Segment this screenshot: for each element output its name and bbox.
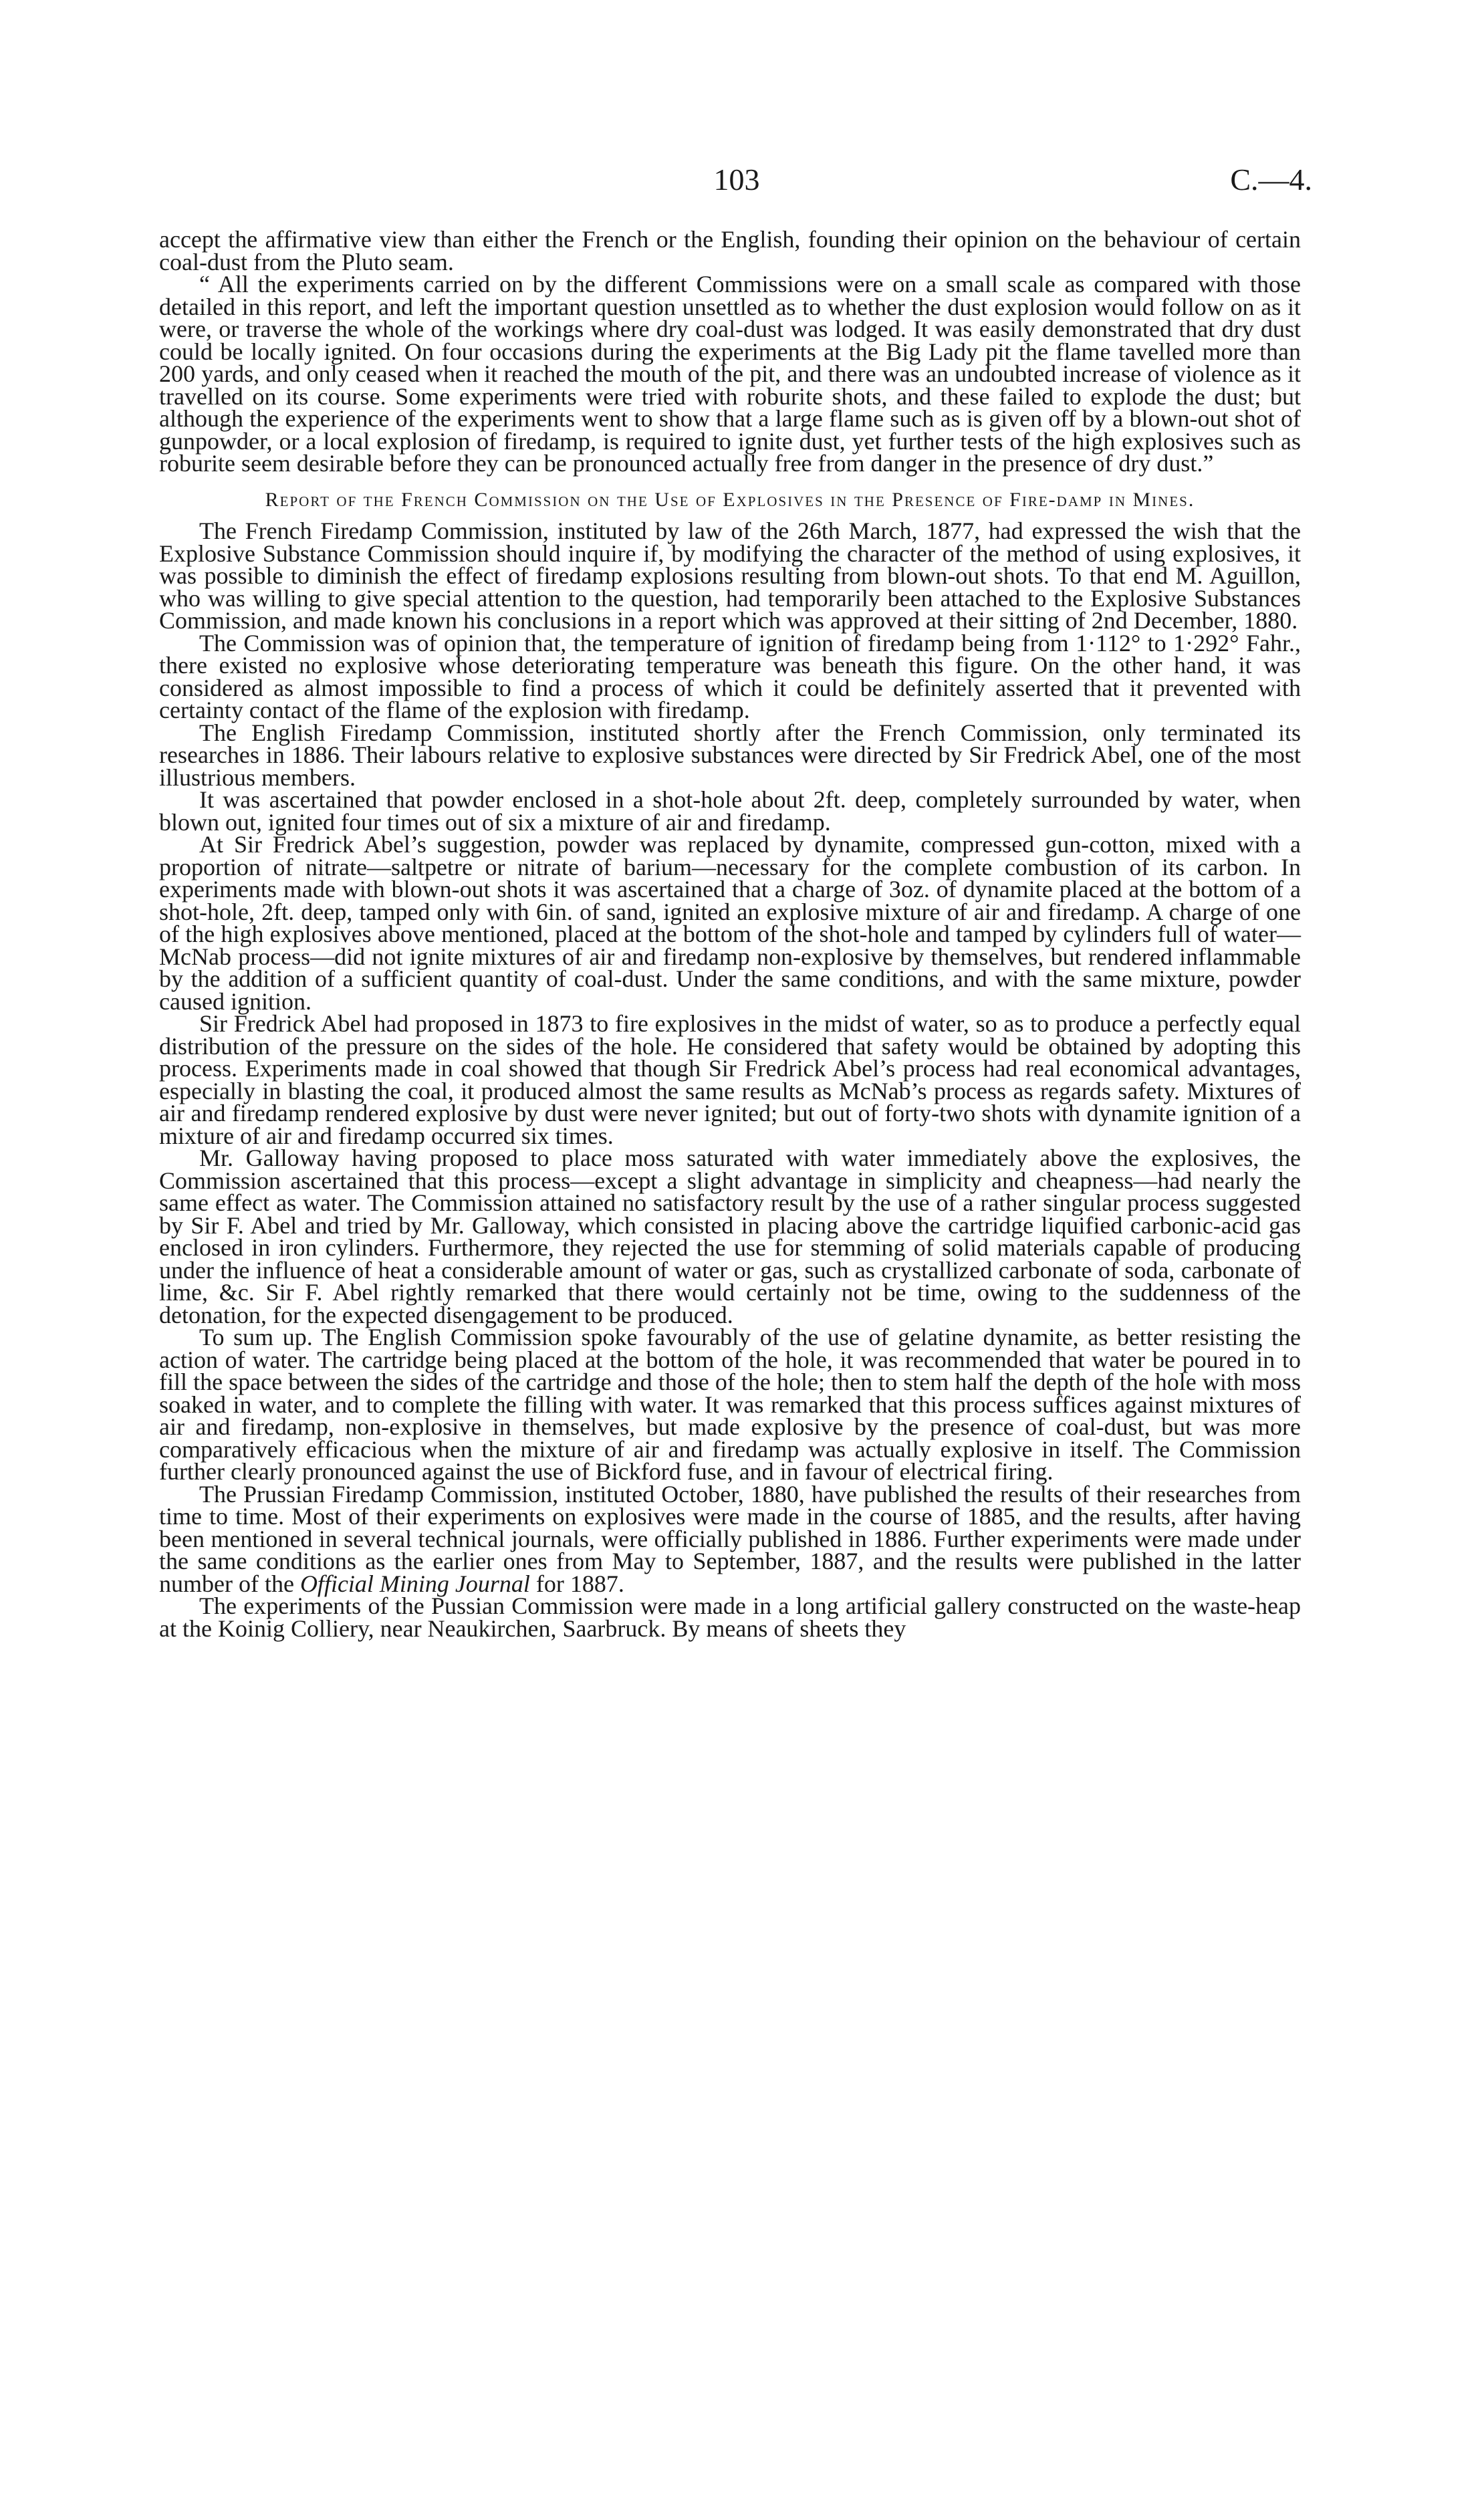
paragraph: Mr. Galloway having proposed to place moss saturated with water immediately above the explosives, the Commission ascertained that this process—except a slight advantage in simplicity and cheapness—had nearly the same effect as water. The Commission attained no satisfactory result by the use of a rather singular process suggested by Sir F. Abel and tried by Mr. Galloway, which consisted in placing above the cartridge liquified carbonic-acid gas enclosed in iron cylinders. Furthermore, they rejected the use for stemming of solid materials capable of producing under the influence of heat a considerable amount of water or gas, such as crystallized carbonate of soda, carbonate of lime, &c. Sir F. Abel rightly remarked that there would certainly not be time, owing to the suddenness of the detonation, for the expected disengagement to be produced. [159,1145,1301,1328]
paragraph-quotation: “ All the experiments carried on by the different Commissions were on a small scale as compared with those detailed in this report, and left the important question unsettled as to whether the dust explosion would follow on as it were, or traverse the whole of the workings where dry coal-dust was lodged. It was easily demonstrated that dry dust could be locally ignited. On four occasions during the experiments at the Big Lady pit the flame tavelled more than 200 yards, and only ceased when it reached the mouth of the pit, and there was an undoubted increase of violence as it travelled on its course. Some experiments were tried with roburite shots, and these failed to explode the dust; but although the experience of the experiments went to show that a large flame such as is given off by a blown-out shot of gunpowder, or a local explosion of firedamp, is required to ignite dust, yet further tests of the high explosives such as roburite seem desirable before they can be pronounced actually free from danger in the presence of dry dust.” [159,271,1301,477]
paragraph: The Commission was of opinion that, the temperature of ignition of firedamp being from 1·112° to 1·292° Fahr., there existed no explosive whose deteriorating temperature was beneath this figure. On the other hand, it was considered as almost impossible to find a process of which it could be definitely asserted that it prevented with certainty contact of the flame of the explosion with firedamp. [159,629,1301,723]
section-heading: Report of the French Commission on the Use of Explosives in the Presence of Fire-damp in Mines. [265,488,1195,511]
paragraph-prussian [159,1480,1301,1597]
paragraph: The English Firedamp Commission, instituted shortly after the French Commission, only terminated its researches in 1886. Their labours relative to explosive substances were directed by Sir Fredrick Abel, one of the most illustrious members. [159,719,1301,791]
journal-title: Official Mining Journal [299,1570,530,1597]
paragraph: At Sir Fredrick Abel’s suggestion, powder was replaced by dynamite, compressed gun-cotton, mixed with a proportion of nitrate—saltpetre or nitrate of barium—necessary for the complete combustion of its carbon. In experiments made with blown-out shots it was ascertained that a charge of 3oz. of dynamite placed at the bottom of a shot-hole, 2ft. deep, tamped only with 6in. of sand, ignited an explosive mixture of air and firedamp. A charge of one of the high explosives above mentioned, placed at the bottom of the shot-hole and tamped by cylinders full of water—McNab process—did not ignite mixtures of air and firedamp non-explosive by themselves, but rendered inflammable by the addition of a sufficient quantity of coal-dust. Under the same conditions, and with the same mixture, powder caused ignition. [159,831,1301,1015]
paragraph: Sir Fredrick Abel had proposed in 1873 to fire explosives in the midst of water, so as to produce a perfectly equal distribution of the pressure on the sides of the hole. He considered that safety would be obtained by adopting this process. Experiments made in coal showed that though Sir Fredrick Abel’s process had real economical advantages, especially in blasting the coal, it produced almost the same results as McNab’s process as regards safety. Mixtures of air and firedamp rendered explosive by dust were never ignited; but out of forty-two shots with dynamite ignition of a mixture of air and firedamp occurred six times. [159,1010,1301,1149]
paragraph-continuation: accept the affirmative view than either the French or the English, founding their opinion on the behaviour of certain coal-dust from the Pluto seam. [159,226,1301,275]
page-number: 103 [713,162,760,197]
paragraph: It was ascertained that powder enclosed in a shot-hole about 2ft. deep, completely surrounded by water, when blown out, ignited four times out of six a mixture of air and firedamp. [159,786,1301,836]
page-reference: C.—4. [1230,162,1312,197]
paragraph: To sum up. The English Commission spoke favourably of the use of gelatine dynamite, as better resisting the action of water. The cartridge being placed at the bottom of the hole, it was recommended that water be poured in to fill the space between the sides of the cartridge and those of the hole; then to stem half the depth of the hole with moss soaked in water, and to complete the filling with water. It was remarked that this process suffices against mixtures of air and firedamp, non-explosive in themselves, but made explosive by the presence of coal-dust, but was more comparatively efficacious when the mixture of air and firedamp was actually explosive in itself. The Commission further clearly pronounced against the use of Bickford fuse, and in favour of electrical firing. [159,1324,1301,1485]
text-run: for 1887. [529,1570,624,1597]
paragraph-final: The experiments of the Pussian Commission were made in a long artificial gallery constructed on the waste-heap at the Koinig Colliery, near Neaukirchen, Saarbruck. By means of sheets they [159,1592,1301,1642]
paragraph: The French Firedamp Commission, instituted by law of the 26th March, 1877, had expressed the wish that the Explosive Substance Commission should inquire if, by modifying the character of the method of using explosives, it was possible to diminish the effect of firedamp explosions resulting from blown-out shots. To that end M. Aguillon, who was willing to give special attention to the question, had temporarily been attached to the Explosive Substances Commission, and made known his conclusions in a report which was approved at their sitting of 2nd December, 1880. [159,517,1301,634]
document-body [159,226,1301,1642]
text-run: The Prussian Firedamp Commission, instituted October, 1880, have published the results of their researches from time to time. Most of their experiments on explosives were made in the course of 1885, and the results, after having been mentioned in several technical journals, were officially published in 1886. Further experiments were made under the same conditions as the earlier ones from May to September, 1887, and the results were published in the latter number of the [159,1480,1301,1597]
